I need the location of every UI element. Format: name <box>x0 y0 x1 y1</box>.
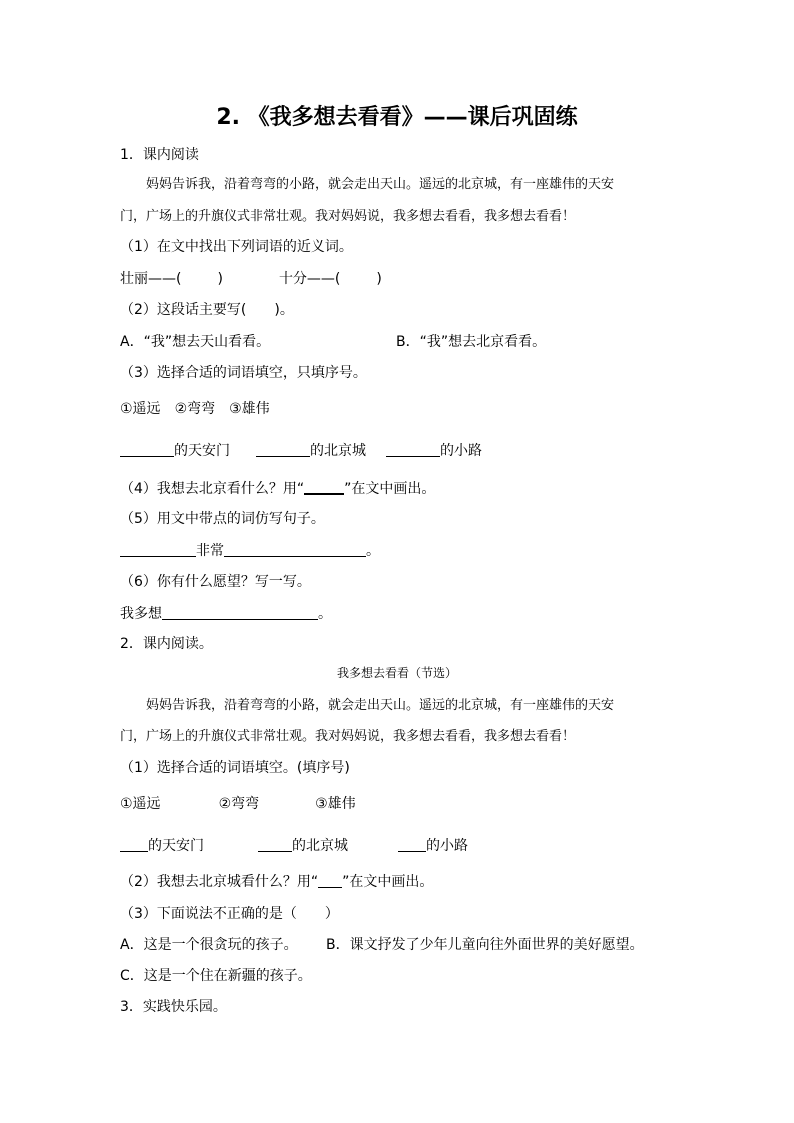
q2-subtitle: 我多想去看看（节选） <box>336 666 457 680</box>
q1-sub6-end: 。 <box>318 606 332 622</box>
q2-fill-blank-3[interactable] <box>398 837 426 852</box>
syn2-close: ) <box>376 271 382 287</box>
q1-word-2: ②弯弯 <box>174 401 216 417</box>
q1-sub6-blank[interactable] <box>162 605 318 620</box>
q2-option-a: A．这是一个很贪玩的孩子。 <box>120 937 298 953</box>
q2-sub2-underline-mark <box>318 873 342 888</box>
q1-sub6: （6）你有什么愿望？写一写。 <box>120 574 311 590</box>
q2-fill-blank-1[interactable] <box>120 837 148 852</box>
q2-fill-row <box>120 837 468 855</box>
q1-sub4-text: （4）我想去北京看什么？用“ <box>120 481 305 497</box>
syn1-close: ) <box>217 271 223 287</box>
q1-sub4-text-end: ”在文中画出。 <box>344 481 436 497</box>
q1-sub5-row <box>120 542 380 560</box>
q2-sub2 <box>120 873 433 891</box>
q1-passage-line1: 妈妈告诉我，沿着弯弯的小路，就会走出天山。遥远的北京城，有一座雄伟的天安 <box>146 177 615 192</box>
q1-sub4 <box>120 479 435 498</box>
q1-option-a: A．“我”想去天山看看。 <box>120 334 271 350</box>
q1-heading: 1．课内阅读 <box>120 147 199 163</box>
q1-fill-row <box>120 442 482 460</box>
q1-option-b: B．“我”想去北京看看。 <box>396 334 547 350</box>
q1-sub5-end: 。 <box>366 543 380 559</box>
q1-sub5-blank-2[interactable] <box>224 542 366 557</box>
q3-heading: 3．实践快乐园。 <box>120 999 227 1015</box>
q2-fill-2: 的北京城 <box>292 838 348 854</box>
q1-fill-blank-3[interactable] <box>386 442 440 457</box>
q2-fill-1: 的天安门 <box>148 838 204 854</box>
q2-fill-3: 的小路 <box>426 838 468 854</box>
q1-fill-blank-1[interactable] <box>120 442 174 457</box>
syn1-word: 壮丽——( <box>120 271 182 287</box>
q1-synonym-row <box>120 270 382 288</box>
q2-heading: 2．课内阅读。 <box>120 636 213 652</box>
q1-sub5-mid: 非常 <box>196 543 224 559</box>
q1-fill-2: 的北京城 <box>310 443 366 459</box>
q2-fill-blank-2[interactable] <box>258 837 292 852</box>
q1-sub6-pre: 我多想 <box>120 606 162 622</box>
q1-sub3: （3）选择合适的词语填空，只填序号。 <box>120 365 367 381</box>
q2-sub2-text-end: ”在文中画出。 <box>342 874 434 890</box>
q1-fill-1: 的天安门 <box>174 443 230 459</box>
q2-option-c: C．这是一个住在新疆的孩子。 <box>120 968 312 984</box>
q1-word-3: ③雄伟 <box>229 401 270 417</box>
q2-sub2-text: （2）我想去北京城看什么？用“ <box>120 874 319 890</box>
q2-word-2: ②弯弯 <box>218 796 260 812</box>
q1-sub5: （5）用文中带点的词仿写句子。 <box>120 511 325 527</box>
q2-option-b: B．课文抒发了少年儿童向往外面世界的美好愿望。 <box>326 937 644 953</box>
q2-passage-line1: 妈妈告诉我，沿着弯弯的小路，就会走出天山。遥远的北京城，有一座雄伟的天安 <box>146 698 615 713</box>
q2-sub3: （3）下面说法不正确的是（ ） <box>120 906 339 922</box>
q1-sub2: （2）这段话主要写( )。 <box>120 302 294 318</box>
q2-word-choices <box>120 795 356 813</box>
q1-sub4-underline-mark <box>304 479 344 495</box>
page-title: 2. 《我多想去看看》——课后巩固练 <box>216 105 578 130</box>
q1-sub6-row <box>120 605 332 623</box>
syn2-word: 十分——( <box>278 271 341 287</box>
q2-word-3: ③雄伟 <box>315 796 356 812</box>
q1-sub5-blank-1[interactable] <box>120 542 196 557</box>
q1-sub1: （1）在文中找出下列词语的近义词。 <box>120 239 353 255</box>
q2-word-1: ①遥远 <box>120 796 161 812</box>
q1-fill-3: 的小路 <box>440 443 482 459</box>
q2-passage-line2: 门，广场上的升旗仪式非常壮观。我对妈妈说，我多想去看看，我多想去看看！ <box>120 729 576 744</box>
q1-fill-blank-2[interactable] <box>256 442 310 457</box>
q2-sub1: （1）选择合适的词语填空。(填序号) <box>120 760 350 776</box>
q1-passage-line2: 门，广场上的升旗仪式非常壮观。我对妈妈说，我多想去看看，我多想去看看！ <box>120 209 576 224</box>
q1-word-choices <box>120 400 270 418</box>
q1-word-1: ①遥远 <box>120 401 161 417</box>
